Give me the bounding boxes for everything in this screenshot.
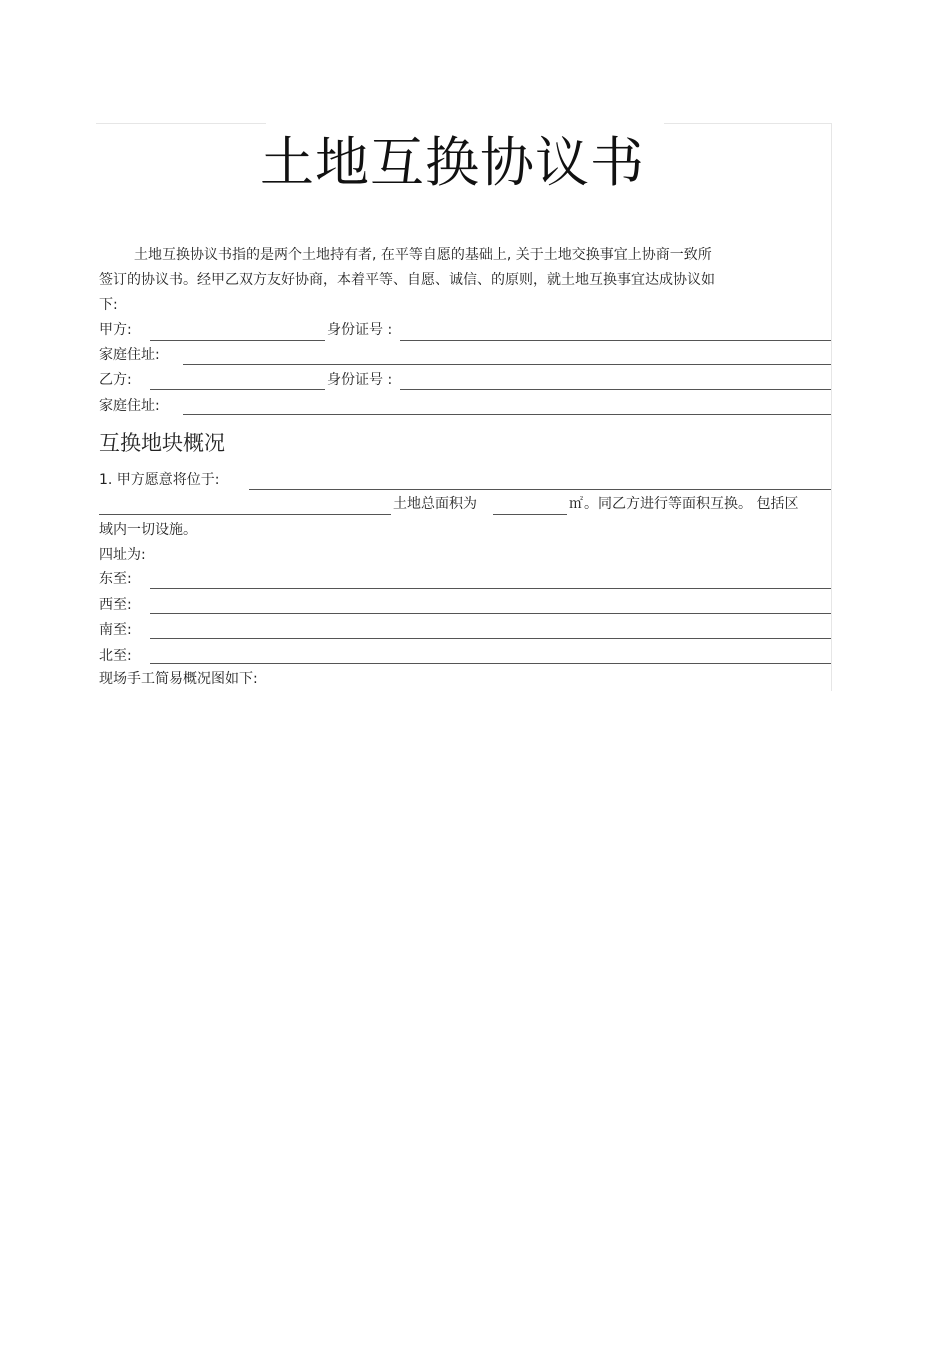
- clause1-line-2: 域内一切设施。: [99, 522, 197, 538]
- party-a-id-field[interactable]: [400, 340, 831, 341]
- party-b-address-field[interactable]: [183, 414, 831, 415]
- clause1-area-field[interactable]: [493, 514, 567, 515]
- frame-top-left: [96, 123, 266, 124]
- sketch-label: 现场手工简易概况图如下:: [99, 671, 258, 687]
- clause1-rest: 。同乙方进行等面积互换。 包括区: [584, 496, 799, 512]
- clause1-unit: ㎡: [569, 496, 583, 512]
- party-a-label: 甲方:: [99, 322, 132, 338]
- frame-top-right: [664, 123, 832, 124]
- boundary-west-field[interactable]: [150, 613, 831, 614]
- party-b-address-label: 家庭住址:: [99, 398, 160, 414]
- party-b-id-field[interactable]: [400, 389, 831, 390]
- intro-line-1: 土地互换协议书指的是两个土地持有者, 在平等自愿的基础上, 关于土地交换事宜上协商一致所: [134, 247, 712, 263]
- clause1-location-field-2[interactable]: [99, 514, 391, 515]
- party-a-id-label: 身份证号 :: [327, 322, 393, 338]
- party-a-address-field[interactable]: [183, 364, 831, 365]
- section-heading: 互换地块概况: [99, 431, 225, 455]
- party-b-label: 乙方:: [99, 372, 132, 388]
- boundaries-heading: 四址为:: [99, 547, 146, 563]
- clause1-location-field[interactable]: [249, 489, 831, 490]
- boundary-east-field[interactable]: [150, 588, 831, 589]
- party-b-name-field[interactable]: [150, 389, 325, 390]
- frame-right: [831, 123, 832, 691]
- party-a-address-label: 家庭住址:: [99, 347, 160, 363]
- intro-line-2: 签订的协议书。经甲乙双方友好协商，本着平等、自愿、诚信、的原则，就土地互换事宜达成协议如: [99, 272, 715, 288]
- boundary-north-field[interactable]: [150, 663, 831, 664]
- boundary-south-label: 南至:: [99, 622, 132, 638]
- boundary-west-label: 西至:: [99, 597, 132, 613]
- clause1-label: 1. 甲方愿意将位于:: [99, 472, 220, 488]
- boundary-north-label: 北至:: [99, 648, 132, 664]
- intro-line-3: 下:: [99, 297, 118, 313]
- boundary-south-field[interactable]: [150, 638, 831, 639]
- party-a-name-field[interactable]: [150, 340, 325, 341]
- boundary-east-label: 东至:: [99, 571, 132, 587]
- clause1-area-label: 土地总面积为: [393, 496, 477, 512]
- party-b-id-label: 身份证号 :: [327, 372, 393, 388]
- document-title: 土地互换协议书: [260, 131, 645, 194]
